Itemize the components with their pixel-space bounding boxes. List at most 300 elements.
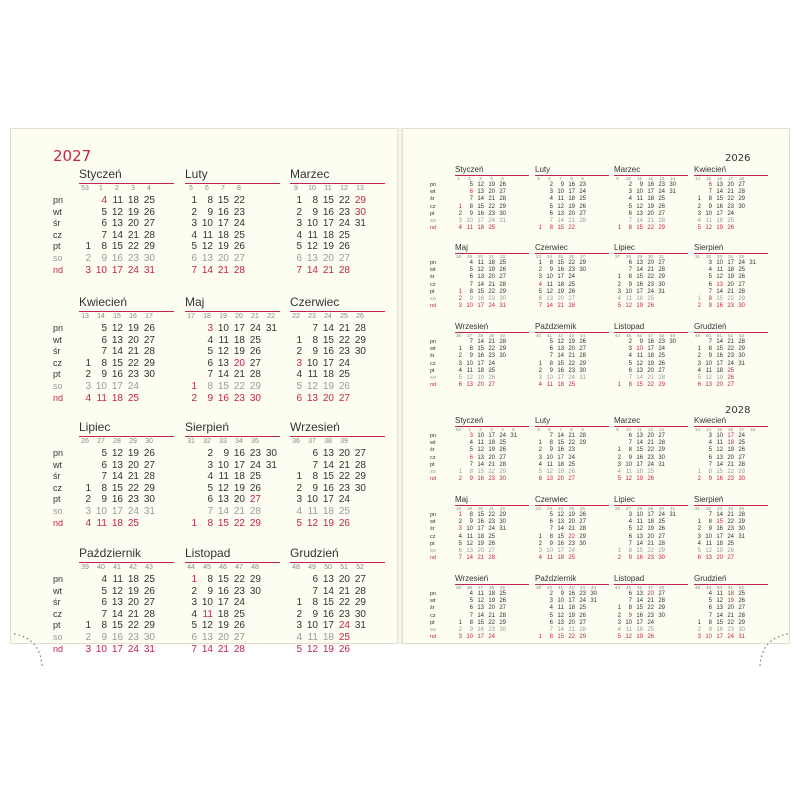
day-number: 27 — [727, 382, 734, 389]
day-number: 29 — [499, 619, 506, 626]
day-number: 11 — [112, 574, 123, 585]
day-number: 23 — [127, 369, 139, 381]
day-number: 5 — [697, 548, 701, 554]
week-number: 37 — [308, 438, 316, 445]
day-number: 27 — [143, 334, 155, 346]
day-number: 23 — [568, 367, 575, 374]
day-number: 9 — [101, 494, 107, 506]
week-number: 51 — [727, 585, 733, 590]
week-number: 19 — [466, 254, 472, 259]
day-number: 7 — [549, 526, 553, 533]
day-number: 1 — [538, 440, 542, 447]
day-number: 8 — [469, 469, 473, 475]
day-number: 11 — [705, 540, 712, 547]
day-number: 28 — [233, 264, 245, 276]
day-number: 5 — [296, 241, 302, 253]
day-number: 26 — [338, 643, 350, 655]
day-number: 22 — [338, 334, 350, 346]
day-number: 31 — [738, 634, 745, 641]
week-number: 26 — [568, 254, 574, 259]
month-name: Styczeń — [79, 167, 122, 181]
month-name: Wrzesień — [455, 322, 489, 331]
day-number: 2 — [549, 182, 553, 188]
day-number: 12 — [201, 620, 213, 632]
day-number: 1 — [617, 225, 621, 232]
day-number: 15 — [636, 225, 643, 232]
day-number: 29 — [738, 296, 745, 302]
day-number: 20 — [727, 454, 734, 461]
day-number: 28 — [738, 189, 745, 196]
day-label: wt — [430, 598, 436, 605]
day-number: 18 — [217, 608, 229, 620]
week-number: 13 — [356, 185, 364, 192]
week-number: 47 — [647, 585, 653, 590]
day-number: 21 — [127, 471, 139, 483]
day-number: 18 — [233, 471, 245, 483]
day-label: cz — [430, 360, 436, 367]
day-number: 27 — [499, 189, 506, 196]
day-number: 3 — [628, 346, 632, 353]
day-number: 6 — [708, 281, 712, 288]
day-number: 23 — [488, 519, 495, 526]
day-label: śr — [53, 471, 61, 482]
day-number: 5 — [296, 517, 302, 529]
day-number: 23 — [647, 454, 654, 461]
day-number: 27 — [568, 476, 575, 483]
day-number: 12 — [625, 476, 632, 483]
day-number: 14 — [111, 229, 123, 241]
day-number: 30 — [738, 627, 745, 633]
day-number: 25 — [647, 296, 654, 302]
day-number: 27 — [658, 260, 665, 266]
day-number: 8 — [549, 260, 553, 266]
day-number: 11 — [625, 627, 632, 633]
day-number: 17 — [477, 634, 484, 641]
month-block — [694, 416, 768, 490]
week-number: 47 — [235, 564, 243, 571]
day-number: 15 — [716, 619, 723, 626]
day-number: 17 — [322, 218, 334, 230]
week-number: 38 — [477, 333, 483, 338]
day-number: 2 — [628, 182, 632, 188]
day-number: 28 — [499, 281, 506, 288]
day-number: 5 — [191, 241, 197, 253]
week-number: 30 — [647, 254, 653, 259]
month-block — [535, 243, 609, 317]
day-number: 22 — [647, 447, 654, 454]
day-number: 9 — [469, 210, 473, 217]
day-number: 16 — [557, 540, 564, 547]
month-underline — [185, 183, 280, 184]
day-number: 19 — [488, 182, 495, 188]
day-number: 10 — [716, 260, 723, 266]
day-number: 25 — [727, 540, 734, 547]
day-number: 12 — [557, 203, 564, 210]
day-number: 29 — [499, 346, 506, 353]
day-number: 15 — [217, 381, 229, 392]
day-number: 5 — [549, 203, 553, 210]
day-number: 21 — [127, 608, 139, 620]
day-number: 3 — [617, 461, 621, 468]
day-number: 30 — [669, 182, 676, 188]
day-number: 11 — [546, 281, 553, 288]
day-number: 1 — [697, 346, 701, 353]
day-number: 11 — [466, 367, 473, 374]
day-number: 4 — [207, 471, 213, 483]
day-number: 10 — [466, 218, 473, 224]
day-number: 29 — [738, 619, 745, 626]
day-label: so — [53, 381, 63, 391]
day-number: 5 — [697, 375, 701, 381]
day-number: 9 — [207, 206, 213, 218]
day-number: 6 — [207, 357, 213, 369]
day-number: 1 — [85, 241, 91, 253]
day-number: 30 — [354, 608, 366, 620]
day-number: 13 — [716, 605, 723, 612]
day-number: 2 — [458, 210, 462, 217]
day-number: 5 — [538, 469, 542, 475]
day-number: 8 — [101, 620, 107, 632]
day-number: 14 — [557, 627, 564, 633]
day-number: 8 — [312, 597, 318, 609]
day-number: 16 — [568, 182, 575, 188]
day-number: 16 — [716, 353, 723, 360]
day-number: 17 — [477, 526, 484, 533]
day-number: 13 — [217, 494, 229, 506]
day-number: 20 — [647, 260, 654, 266]
day-number: 5 — [207, 346, 213, 358]
month-block — [455, 165, 529, 239]
week-number: 35 — [455, 585, 461, 590]
day-number: 23 — [338, 608, 350, 620]
day-label: wt — [53, 585, 62, 596]
week-number: 28 — [625, 254, 631, 259]
day-number: 10 — [201, 597, 213, 609]
day-number: 20 — [338, 574, 350, 585]
day-number: 29 — [738, 196, 745, 203]
day-number: 15 — [636, 548, 643, 554]
day-number: 19 — [727, 598, 734, 605]
day-number: 25 — [568, 281, 575, 288]
day-number: 14 — [636, 440, 643, 447]
day-number: 8 — [708, 296, 712, 302]
day-number: 16 — [322, 346, 334, 358]
day-number: 18 — [477, 533, 484, 540]
week-number: 25 — [340, 313, 348, 320]
day-number: 22 — [647, 274, 654, 281]
day-label: śr — [430, 447, 435, 454]
day-number: 28 — [499, 612, 506, 619]
day-number: 14 — [557, 218, 564, 224]
week-number: 53 — [81, 185, 89, 192]
week-number: 14 — [97, 313, 105, 320]
day-number: 19 — [322, 381, 334, 392]
day-number: 20 — [217, 632, 229, 643]
day-number: 31 — [354, 218, 366, 230]
day-label: pt — [430, 288, 435, 295]
day-number: 27 — [143, 459, 155, 471]
day-number: 14 — [716, 339, 723, 345]
day-number: 30 — [738, 303, 745, 310]
day-number: 28 — [738, 512, 745, 518]
day-number: 17 — [716, 533, 723, 540]
day-number: 5 — [458, 540, 462, 547]
day-number: 7 — [708, 288, 712, 295]
week-number: 52 — [455, 427, 461, 432]
day-number: 4 — [697, 218, 701, 224]
week-number: 14 — [694, 176, 700, 181]
month-name: Lipiec — [614, 495, 635, 504]
day-number: 9 — [639, 182, 643, 188]
day-number: 23 — [338, 482, 350, 494]
day-number: 5 — [549, 612, 553, 619]
day-number: 20 — [716, 382, 723, 389]
week-number: 21 — [488, 506, 494, 511]
day-label: cz — [430, 454, 436, 461]
week-number: 20 — [477, 254, 483, 259]
day-label: nd — [430, 303, 437, 310]
day-number: 11 — [557, 196, 564, 203]
day-number: 20 — [233, 494, 245, 506]
day-number: 1 — [697, 469, 701, 475]
day-number: 1 — [296, 334, 302, 346]
day-number: 25 — [738, 267, 745, 274]
day-number: 23 — [233, 585, 245, 597]
day-number: 20 — [217, 253, 229, 264]
day-number: 3 — [207, 323, 213, 334]
day-number: 17 — [557, 548, 564, 554]
day-number: 22 — [727, 619, 734, 626]
day-number: 25 — [727, 367, 734, 374]
month-block — [694, 322, 768, 396]
day-number: 20 — [727, 281, 734, 288]
day-number: 19 — [716, 548, 723, 554]
day-number: 27 — [658, 591, 665, 597]
day-number: 2 — [697, 353, 701, 360]
week-number: 5 — [512, 427, 515, 432]
day-number: 5 — [708, 274, 712, 281]
week-number: 27 — [614, 254, 620, 259]
week-number: 40 — [97, 564, 105, 571]
day-number: 7 — [469, 461, 473, 468]
day-number: 30 — [143, 494, 155, 506]
day-number: 30 — [143, 369, 155, 381]
day-label: nd — [430, 476, 437, 483]
day-number: 22 — [233, 574, 245, 585]
week-number: 9 — [581, 427, 584, 432]
day-number: 17 — [636, 461, 643, 468]
week-number: 12 — [647, 176, 653, 181]
week-number: 26 — [356, 313, 364, 320]
day-number: 17 — [322, 494, 334, 506]
week-number: 23 — [546, 506, 552, 511]
day-number: 18 — [488, 591, 495, 597]
day-number: 26 — [488, 540, 495, 547]
day-number: 26 — [338, 241, 350, 253]
day-number: 11 — [625, 296, 632, 302]
day-number: 14 — [477, 339, 484, 345]
day-number: 22 — [488, 346, 495, 353]
day-number: 8 — [628, 274, 632, 281]
day-number: 16 — [716, 627, 723, 633]
day-number: 23 — [488, 476, 495, 483]
day-number: 3 — [85, 506, 91, 517]
week-number: 11 — [637, 427, 642, 432]
day-number: 15 — [716, 469, 723, 475]
day-number: 26 — [579, 512, 586, 518]
day-label: so — [430, 296, 436, 302]
week-number: 2 — [115, 185, 119, 192]
month-block — [614, 416, 688, 490]
day-number: 8 — [312, 195, 318, 206]
day-number: 5 — [628, 203, 632, 210]
week-number: 22 — [499, 506, 505, 511]
day-number: 27 — [738, 281, 745, 288]
day-number: 18 — [557, 461, 564, 468]
week-number: 36 — [455, 333, 461, 338]
day-number: 3 — [617, 288, 621, 295]
day-number: 10 — [546, 375, 553, 381]
day-label: pt — [53, 620, 61, 631]
day-number: 16 — [477, 210, 484, 217]
day-number: 16 — [477, 476, 484, 483]
day-number: 18 — [477, 225, 484, 232]
day-number: 2 — [85, 369, 91, 381]
day-number: 12 — [201, 241, 213, 253]
day-number: 19 — [636, 634, 643, 641]
day-number: 13 — [201, 632, 213, 643]
day-number: 1 — [296, 597, 302, 609]
day-number: 6 — [708, 454, 712, 461]
day-number: 21 — [488, 339, 495, 345]
day-number: 14 — [322, 459, 334, 471]
day-number: 14 — [716, 288, 723, 295]
day-number: 27 — [499, 454, 506, 461]
week-number: 38 — [324, 438, 332, 445]
day-number: 4 — [628, 196, 632, 203]
day-number: 5 — [538, 288, 542, 295]
day-number: 6 — [538, 476, 542, 483]
day-number: 22 — [568, 440, 575, 447]
day-number: 24 — [647, 461, 654, 468]
day-number: 5 — [469, 447, 473, 454]
week-number: 31 — [187, 438, 195, 445]
day-number: 30 — [658, 612, 665, 619]
month-underline — [79, 436, 174, 437]
day-number: 24 — [488, 360, 495, 367]
day-number: 22 — [488, 288, 495, 295]
day-number: 29 — [249, 381, 261, 392]
day-number: 5 — [469, 182, 473, 188]
day-number: 12 — [546, 469, 553, 475]
day-number: 4 — [458, 533, 462, 540]
day-number: 15 — [477, 288, 484, 295]
day-number: 8 — [101, 241, 107, 253]
day-label: śr — [53, 346, 61, 357]
day-number: 2 — [697, 203, 701, 210]
month-block — [290, 295, 385, 410]
month-block — [290, 167, 385, 282]
week-number: 50 — [324, 564, 332, 571]
day-number: 25 — [499, 440, 506, 447]
month-underline — [185, 562, 280, 563]
day-number: 26 — [658, 203, 665, 210]
day-number: 10 — [477, 433, 484, 439]
day-number: 27 — [249, 357, 261, 369]
day-number: 20 — [338, 448, 350, 459]
day-number: 11 — [477, 440, 484, 447]
day-number: 26 — [338, 517, 350, 529]
day-number: 14 — [636, 218, 643, 224]
day-number: 19 — [488, 447, 495, 454]
day-number: 22 — [127, 241, 139, 253]
day-number: 27 — [249, 494, 261, 506]
day-number: 15 — [636, 382, 643, 389]
day-number: 2 — [617, 281, 621, 288]
day-label: wt — [430, 267, 436, 274]
day-number: 23 — [579, 591, 586, 597]
day-number: 24 — [727, 210, 734, 217]
day-number: 1 — [617, 274, 621, 281]
day-number: 16 — [557, 447, 564, 454]
day-number: 14 — [477, 461, 484, 468]
day-number: 17 — [217, 218, 229, 230]
day-number: 31 — [658, 288, 665, 295]
day-number: 25 — [249, 334, 261, 346]
day-number: 8 — [312, 334, 318, 346]
day-number: 3 — [85, 264, 91, 276]
month-block — [455, 495, 529, 569]
day-number: 7 — [708, 512, 712, 518]
day-number: 29 — [354, 597, 366, 609]
day-number: 3 — [697, 634, 701, 641]
day-number: 4 — [469, 591, 473, 597]
day-number: 23 — [249, 448, 261, 459]
day-number: 30 — [249, 585, 261, 597]
day-number: 4 — [207, 334, 213, 346]
week-number: 49 — [308, 564, 316, 571]
week-number: 4 — [147, 185, 151, 192]
month-name: Styczeń — [455, 165, 484, 174]
day-number: 16 — [322, 206, 334, 218]
day-number: 5 — [469, 267, 473, 274]
day-number: 4 — [458, 367, 462, 374]
day-number: 27 — [738, 182, 745, 188]
day-number: 8 — [628, 382, 632, 389]
day-number: 16 — [111, 253, 123, 264]
day-number: 5 — [617, 303, 621, 310]
day-number: 11 — [557, 605, 564, 612]
day-number: 14 — [557, 353, 564, 360]
day-number: 6 — [628, 260, 632, 266]
day-number: 14 — [111, 346, 123, 358]
day-number: 31 — [510, 433, 517, 439]
day-number: 10 — [625, 288, 632, 295]
day-number: 18 — [217, 229, 229, 241]
day-number: 18 — [477, 367, 484, 374]
day-number: 21 — [568, 627, 575, 633]
day-number: 11 — [307, 369, 318, 381]
day-number: 29 — [249, 574, 261, 585]
day-number: 6 — [191, 632, 197, 643]
day-number: 27 — [488, 548, 495, 554]
day-number: 30 — [658, 454, 665, 461]
day-number: 22 — [727, 296, 734, 302]
week-number: 29 — [647, 506, 653, 511]
day-number: 10 — [716, 433, 723, 439]
day-number: 3 — [628, 512, 632, 518]
day-number: 14 — [477, 281, 484, 288]
